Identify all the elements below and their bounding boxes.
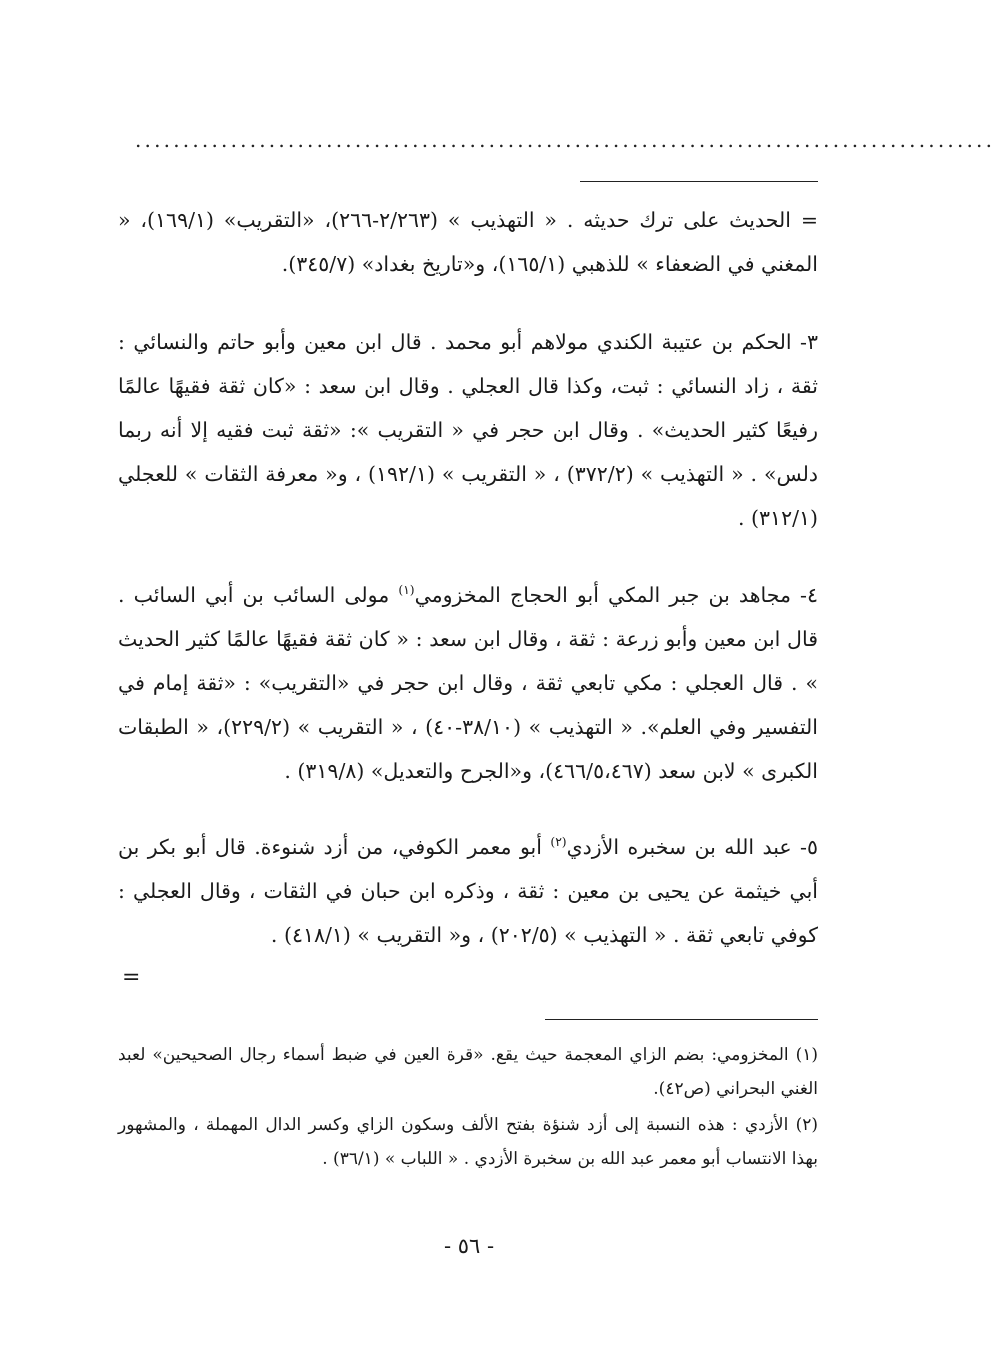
item-5-text: [118, 825, 818, 957]
footnotes: [118, 1038, 818, 1178]
item-5-text-start: ٥- عبد الله بن سخبره الأزدي: [566, 835, 818, 859]
continuation-text: = الحديث على ترك حديثه . « التهذيب » (٢/٢٦٣-٢٦٦)، «التقريب» (١٦٩/١)، « المغني في الضعفاء » للذهبي (١٦٥/١)، و«تاريخ بغداد» (٣٤٥/٧).: [118, 208, 819, 276]
paragraph-item-5: [118, 825, 818, 957]
item-4-text-rest: مولى السائب بن أبي السائب . قال ابن معين وأبو زرعة : ثقة ، وقال ابن سعد : « كان ثقة فقيهًا عالمًا كثير الحديث » . قال العجلي : مكي تابعي ثقة ، وقال ابن حجر في «التقريب» : «ثقة إمام في التفسير وفي العلم». « التهذيب » (٣٨/١٠-٤٠) ، « التقريب » (٢٢٩/٢)، « الطبقات الكبرى » لابن سعد (٤٦٦/٥،٤٦٧)، و«الجرح والتعديل» (٣١٩/٨) .: [118, 583, 818, 783]
footnote-2: (٢) الأزدي : هذه النسبة إلى أزد شنؤة بفتح الألف وسكون الزاي وكسر الدال المهملة ، والمشهور بهذا الانتساب أبو معمر عبد الله بن سخبرة الأزدي . « اللباب » (٣٦/١) .: [118, 1115, 818, 1169]
footnote-ref-1: (١): [398, 583, 415, 598]
footnote-1: (١) المخزومي: بضم الزاي المعجمة حيث يقع. «قرة العين في ضبط أسماء رجال الصحيحين» لعبد الغني البحراني (ص٤٢).: [118, 1045, 818, 1099]
page-number: - ٥٦ -: [443, 1234, 495, 1258]
item-4-text-start: ٤- مجاهد بن جبر المكي أبو الحجاج المخزومي: [414, 583, 818, 607]
paragraph-continuation: [118, 198, 818, 286]
item-4-text: [118, 573, 818, 793]
paragraph-item-3: [118, 320, 818, 540]
item-5-text-rest: أبو معمر الكوفي، من أزد شنوءة. قال أبو بكر بن أبي خيثمة عن يحيى بن معين : ثقة ، وذكره ابن حبان في الثقات ، وقال العجلي : كوفي تابعي ثقة . « التهذيب » (٢٠٢/٥) ، و« التقريب » (٤١٨/١) .: [118, 835, 818, 947]
item-3-text: ٣- الحكم بن عتيبة الكندي مولاهم أبو محمد . قال ابن معين وأبو حاتم والنسائي : ثقة ، زاد النسائي : ثبت، وكذا قال العجلي . وقال ابن سعد : «كان ثقة فقيهًا عالمًا رفيعًا كثير الحديث» . وقال ابن حجر في « التقريب »: «ثقة ثبت فقيه إلا أنه ربما دلس» . « التهذيب » (٣٧٢/٢) ، « التقريب » (١٩٢/١) ، و« معرفة الثقات » للعجلي (٣١٢/١) .: [118, 330, 818, 530]
top-separator-rule: [580, 181, 818, 182]
paragraph-item-4: [118, 573, 818, 793]
footnote-ref-2: (٢): [550, 835, 567, 850]
continuation-mark: =: [122, 965, 141, 990]
footnote-separator-rule: [545, 1019, 818, 1020]
header-dotted-line: ..........................................................................................: [135, 128, 995, 152]
